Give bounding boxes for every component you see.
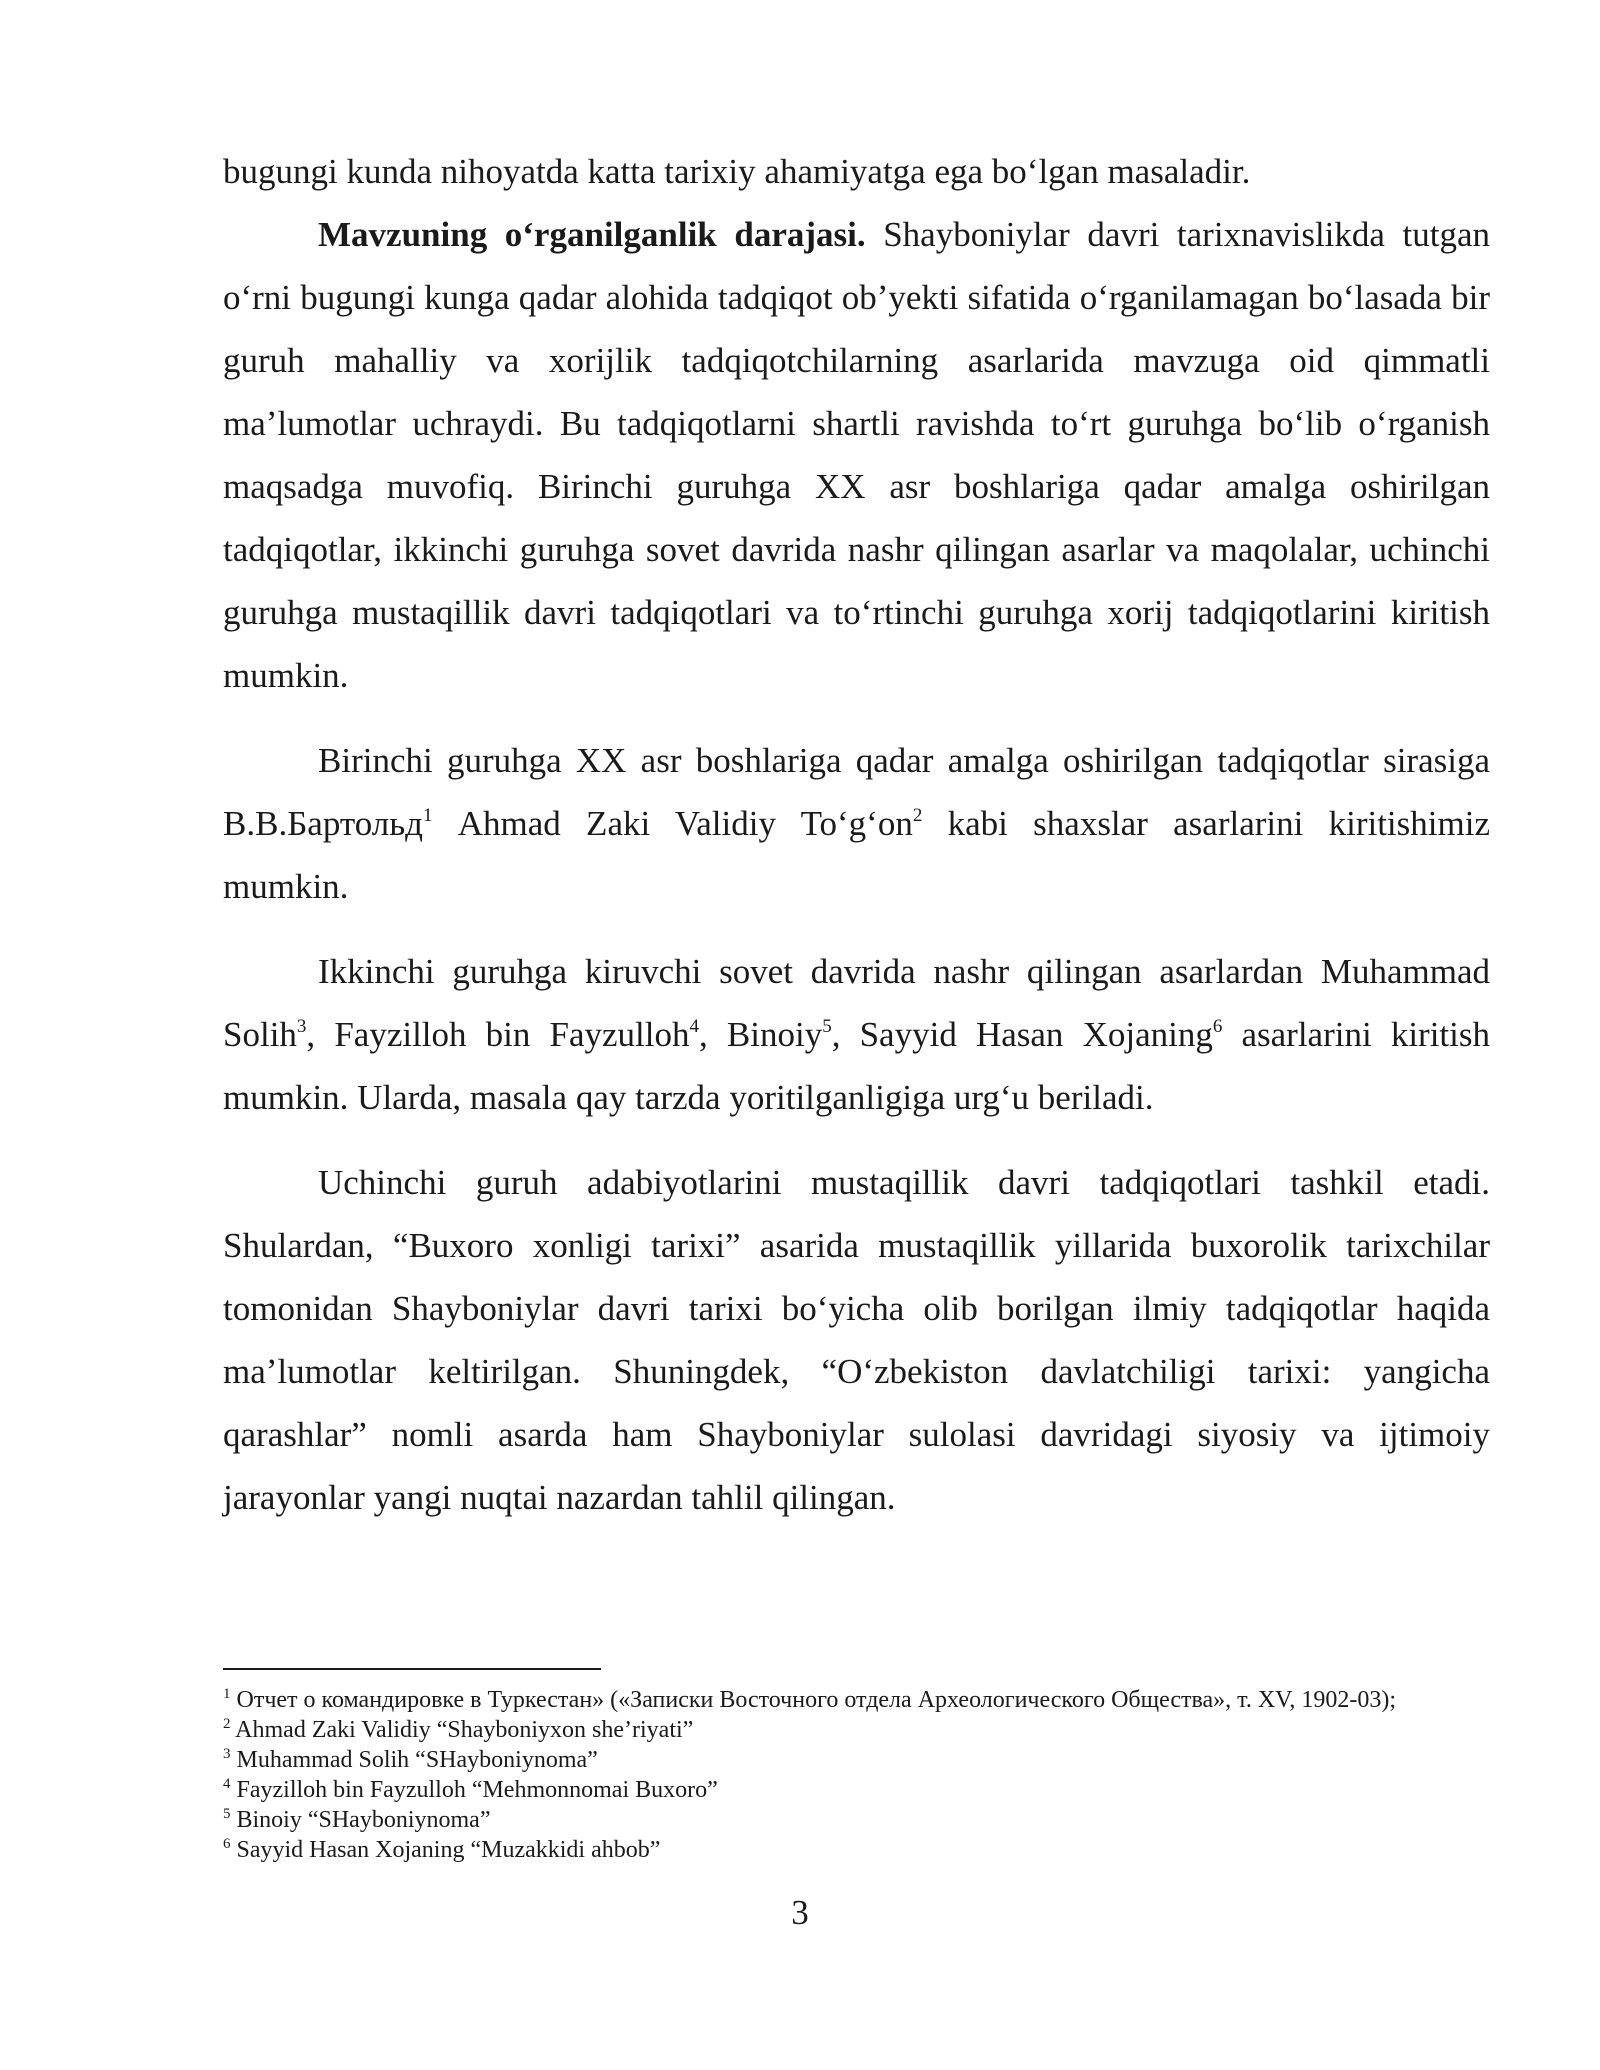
footnote-number: 3: [223, 1746, 231, 1762]
footnote-ref[interactable]: 3: [296, 1016, 307, 1037]
paragraph-continuation: bugungi kunda nihoyatda katta tarixiy ahamiyatga ega boʻlgan masaladir.: [223, 152, 1251, 191]
footnote-number: 4: [223, 1776, 231, 1792]
footnote-separator: [223, 1668, 601, 1670]
paragraph-text: Ahmad Zaki Validiy Toʻgʻon: [432, 804, 913, 843]
page-number: 3: [791, 1893, 809, 1932]
footnote-text: Sayyid Hasan Xojaning “Muzakkidi ahbob”: [230, 1837, 661, 1863]
footnote-ref[interactable]: 1: [422, 805, 433, 826]
footnotes: [223, 1685, 1490, 1865]
footnote-number: 6: [223, 1836, 231, 1852]
paragraph-literature-review: [223, 203, 1490, 707]
footnote: [223, 1805, 1490, 1835]
footnote-number: 5: [223, 1806, 231, 1822]
paragraph-text: kabi shaxslar asarlarini kiritishimiz mumkin.: [223, 804, 1490, 906]
paragraph-second-group: [223, 940, 1490, 1129]
footnote-number: 1: [223, 1686, 231, 1702]
footnote: [223, 1775, 1490, 1805]
paragraph-text: , Sayyid Hasan Xojaning: [831, 1015, 1213, 1054]
footnote: [223, 1835, 1490, 1865]
footnote-ref[interactable]: 6: [1212, 1016, 1223, 1037]
footnote-number: 2: [223, 1716, 231, 1732]
footnote-ref[interactable]: 2: [912, 805, 923, 826]
footnote-text: Fayzilloh bin Fayzulloh “Mehmonnomai Buxoro”: [230, 1777, 718, 1803]
footnote-ref[interactable]: 5: [822, 1016, 832, 1037]
footnote: [223, 1685, 1490, 1715]
footnote-ref[interactable]: 4: [689, 1016, 700, 1037]
footnote-text: Muhammad Solih “SHayboniynoma”: [230, 1747, 598, 1773]
paragraph-text: Shayboniylar davri tarixnavislikda tutgan oʻrni bugungi kunga qadar alohida tadqiqot obʼyekti sifatida oʻrganilamagan boʻlasada bir guruh mahalliy va xorijlik tadqiqotchilarning asarlarida mavzuga oid qimmatli maʼlumotlar uchraydi. Bu tadqiqotlarni shartli ravishda toʻrt guruhga boʻlib oʻrganish maqsadga muvofiq. Birinchi guruhga XX asr boshlariga qadar amalga oshirilgan tadqiqotlar, ikkinchi guruhga sovet davrida nashr qilingan asarlar va maqolalar, uchinchi guruhga mustaqillik davri tadqiqotlari va toʻrtinchi guruhga xorij tadqiqotlarini kiritish mumkin.: [223, 215, 1490, 695]
paragraph-text: Ikkinchi guruhga kiruvchi sovet davrida nashr qilingan asarlardan Muhammad Solih: [223, 952, 1490, 1054]
body-text: [223, 140, 1490, 1529]
paragraph-text: , Binoiy: [699, 1015, 823, 1054]
footnote-text: Binoiy “SHayboniynoma”: [230, 1807, 491, 1833]
paragraph-text: Birinchi guruhga XX asr boshlariga qadar amalga oshirilgan tadqiqotlar sirasiga В.В.Бартольд: [223, 741, 1490, 843]
footnote-text: Отчет о командировке в Туркестан» («Записки Восточного отдела Археологического Общества», т. XV, 1902-03);: [230, 1687, 1397, 1713]
footnote: [223, 1745, 1490, 1775]
footnote: [223, 1715, 1490, 1745]
paragraph-first-group: [223, 729, 1490, 918]
footnote-text: Ahmad Zaki Validiy “Shayboniyxon sheʼriyati”: [230, 1717, 694, 1743]
paragraph-text: , Fayzilloh bin Fayzulloh: [306, 1015, 690, 1054]
section-heading: Mavzuning oʻrganilganlik darajasi.: [318, 215, 866, 254]
paragraph-text: asarlarini kiritish mumkin. Ularda, masala qay tarzda yoritilganligiga urgʻu beriladi.: [223, 1015, 1490, 1117]
paragraph-third-group: Uchinchi guruh adabiyotlarini mustaqillik davri tadqiqotlari tashkil etadi. Shulardan, “Buxoro xonligi tarixi” asarida mustaqillik yillarida buxorolik tarixchilar tomonidan Shayboniylar davri tarixi boʻyicha olib borilgan ilmiy tadqiqotlar haqida maʼlumotlar keltirilgan. Shuningdek, “Oʻzbekiston davlatchiligi tarixi: yangicha qarashlar” nomli asarda ham Shayboniylar sulolasi davridagi siyosiy va ijtimoiy jarayonlar yangi nuqtai nazardan tahlil qilingan.: [223, 1163, 1490, 1517]
